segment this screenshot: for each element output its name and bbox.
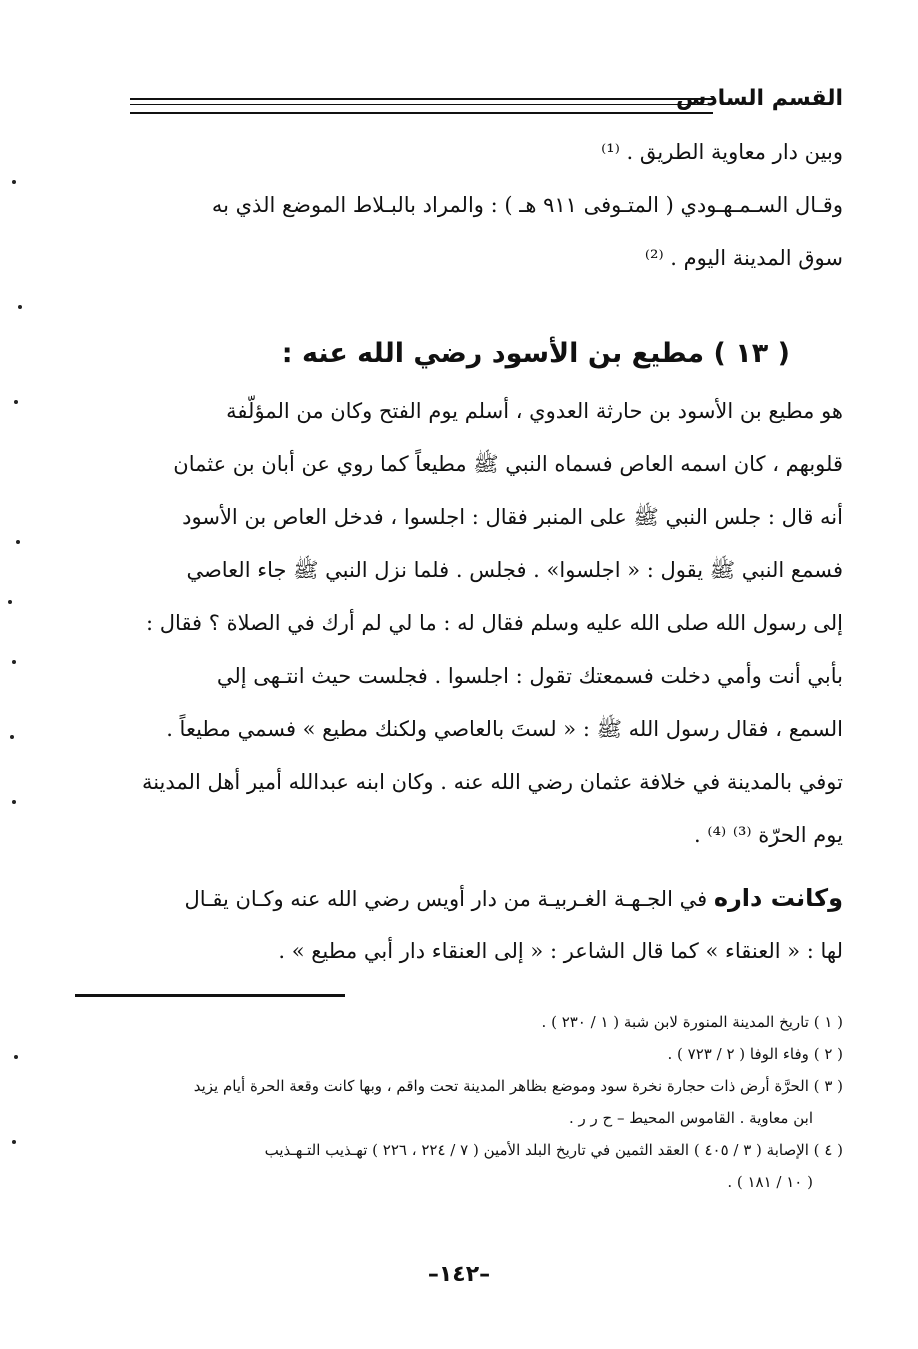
margin-dot — [12, 180, 16, 184]
footnote-separator — [75, 994, 345, 997]
house-line: لها : « العنقاء » كما قال الشاعر : « إلى العنقاء دار أبي مطيع » . — [278, 939, 843, 963]
intro-line: وبين دار معاوية الطريق . ⁽¹⁾ — [601, 140, 843, 164]
margin-dot — [10, 735, 14, 739]
section-heading: ( ١٣ ) مطيع بن الأسود رضي الله عنه : — [281, 338, 790, 369]
margin-dot — [16, 540, 20, 544]
page-header — [130, 78, 843, 118]
house-line — [130, 872, 843, 925]
footnotes — [130, 1006, 843, 1198]
biography-paragraph — [130, 385, 843, 862]
margin-dot — [12, 660, 16, 664]
paragraph-line: بأبي أنت وأمي دخلت فسمعتك تقول : اجلسوا . فجلست حيث انتـهى إلي — [216, 664, 843, 688]
house-paragraph — [130, 872, 843, 978]
paragraph-line: قلوبهم ، كان اسمه العاص فسماه النبي ﷺ مطيعاً كما روي عن أبان بن عثمان — [173, 452, 843, 476]
paragraph-line: يوم الحرّة ⁽³⁾ ⁽⁴⁾ . — [694, 823, 843, 847]
footnote: ( ٣ ) الحرَّة أرض ذات حجارة نخرة سود وموضع بظاهر المدينة تحت واقم ، وبها كانت وقعة الحرة أيام يزيد — [193, 1077, 843, 1095]
paragraph-line: هو مطيع بن الأسود بن حارثة العدوي ، أسلم يوم الفتح وكان من المؤلّفة — [226, 399, 843, 423]
margin-dot — [12, 800, 16, 804]
margin-dot — [8, 600, 12, 604]
intro-line: سوق المدينة اليوم . ⁽²⁾ — [644, 246, 843, 270]
house-lead: وكانت داره — [713, 884, 843, 912]
header-title: القسم السادس — [675, 86, 843, 111]
intro-line: وقـال السـمـهـودي ( المتـوفى ٩١١ هـ ) : والمراد بالبـلاط الموضع الذي به — [211, 193, 843, 217]
page-number: –١٤٢– — [427, 1262, 491, 1287]
margin-dot — [14, 1055, 18, 1059]
footnote: ( ٤ ) الإصابة ( ٣ / ٤٠٥ ) العقد الثمين في تاريخ البلد الأمين ( ٧ / ٢٢٤ ، ٢٢٦ ) تهـذيب التـهـذيب — [264, 1141, 843, 1159]
paragraph-line: أنه قال : جلس النبي ﷺ على المنبر فقال : اجلسوا ، فدخل العاص بن الأسود — [182, 505, 843, 529]
intro-text — [130, 126, 843, 285]
footnote: ( ٢ ) وفاء الوفا ( ٢ / ٧٢٣ ) . — [667, 1045, 843, 1063]
footnote-continuation: ( ١٠ / ١٨١ ) . — [727, 1173, 813, 1191]
margin-dot — [12, 1140, 16, 1144]
header-rule — [130, 98, 713, 114]
house-line-rest: في الجـهـة الغـربيـة من دار أويس رضي الله عنه وكـان يقـال — [184, 887, 714, 911]
paragraph-line: السمع ، فقال رسول الله ﷺ : « لستَ بالعاصي ولكنك مطيع » فسمي مطيعاً . — [166, 717, 843, 741]
margin-dot — [14, 400, 18, 404]
paragraph-line: توفي بالمدينة في خلافة عثمان رضي الله عنه . وكان ابنه عبدالله أمير أهل المدينة — [141, 770, 843, 794]
paragraph-line: إلى رسول الله صلى الله عليه وسلم فقال له : ما لي لم أرك في الصلاة ؟ فقال : — [146, 611, 843, 635]
footnote-continuation: ابن معاوية . القاموس المحيط – ح ر ر . — [568, 1109, 813, 1127]
paragraph-line: فسمع النبي ﷺ يقول : « اجلسوا» . فجلس . فلما نزل النبي ﷺ جاء العاصي — [186, 558, 843, 582]
margin-dot — [18, 305, 22, 309]
footnote: ( ١ ) تاريخ المدينة المنورة لابن شبة ( ١ / ٢٣٠ ) . — [541, 1013, 843, 1031]
